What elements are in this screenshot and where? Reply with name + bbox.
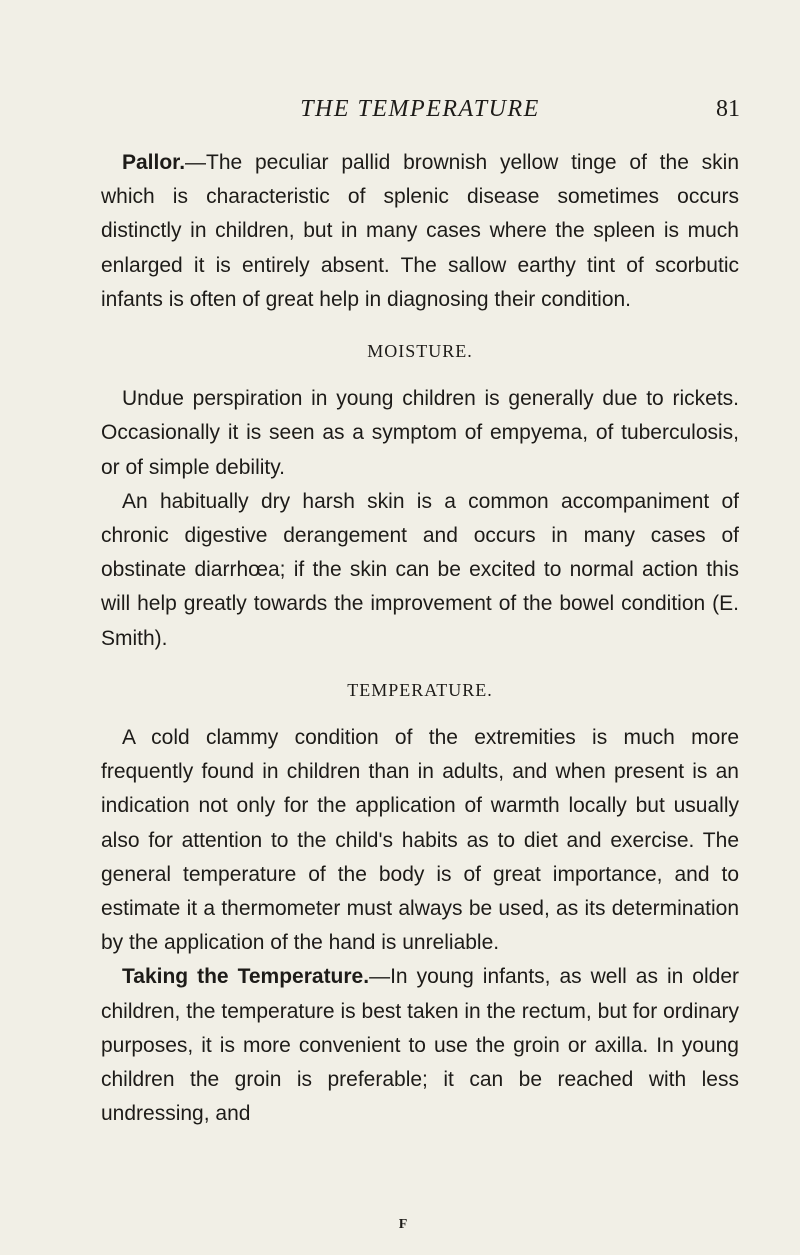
page-number: 81 <box>716 96 740 122</box>
section-heading-moisture: MOISTURE. <box>367 341 473 362</box>
paragraph-moisture-1: Undue perspiration in young children is generally due to rickets. Occasionally it is seen as a symptom of empyema, of tuberculosis, or of simple debility. <box>101 387 739 479</box>
signature-mark: F <box>398 1217 408 1232</box>
paragraph-lead: Taking the Temperature. <box>122 965 370 989</box>
paragraph-taking-temperature <box>101 960 739 1131</box>
running-head-title: THE TEMPERATURE <box>300 96 540 122</box>
paragraph-moisture-2: An habitually dry harsh skin is a common accompaniment of chronic digestive derangement and occurs in many cases of obstinate diarrhœa; if the skin can be excited to normal action this will help greatly towards the improvement of the bowel condition (E. Smith). <box>101 489 739 650</box>
paragraph-text: —The peculiar pallid brownish yellow tinge of the skin which is characteristic of splenic disease sometimes occurs distinctly in children, but in many cases where the spleen is much enlarged it is entirely absent. The sallow earthy tint of scorbutic infants is often of great help in diagnosing their condition. <box>101 151 739 311</box>
paragraph-text: —In young infants, as well as in older children, the temperature is best taken in the rectum, but for ordinary purposes, it is more convenient to use the groin or axilla. In young children the groin is preferable; it can be reached with less undressing, and <box>101 965 739 1126</box>
body-text <box>101 146 739 1131</box>
paragraph-lead: Pallor. <box>122 151 186 174</box>
paragraph-temperature-1: A cold clammy condition of the extremities is much more frequently found in children than in adults, and when present is an indication not only for the application of warmth locally but usually also for attention to the child's habits as to diet and exercise. The general temperature of the body is of great importance, and to estimate it a thermometer must always be used, as its determination by the application of the hand is unreliable. <box>101 726 739 955</box>
paragraph-pallor <box>101 146 739 317</box>
running-head <box>100 96 740 136</box>
section-heading-temperature: TEMPERATURE. <box>347 679 493 700</box>
